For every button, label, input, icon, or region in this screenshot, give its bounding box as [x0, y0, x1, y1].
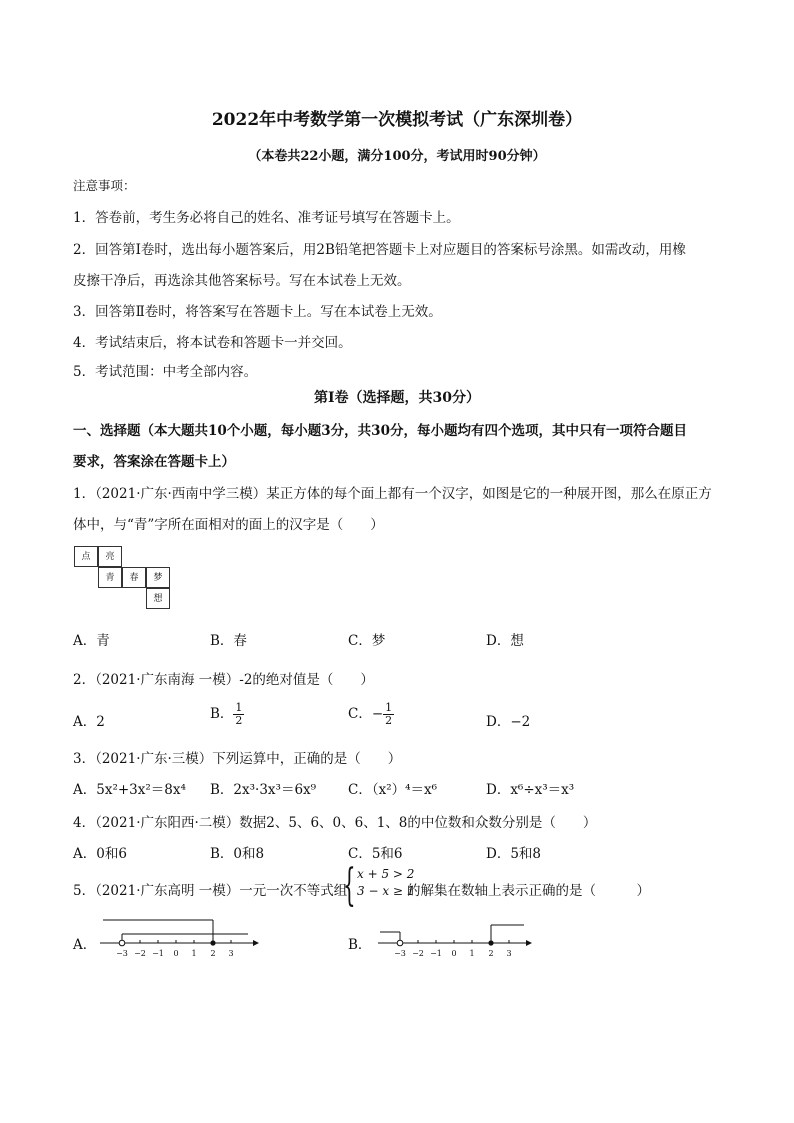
- inequality-system: [357, 866, 414, 900]
- tick-label: −1: [152, 949, 164, 958]
- option-c[interactable]: C．（x²）⁴＝x⁶: [348, 782, 438, 798]
- notice-item: 3．回答第Ⅱ卷时，将答案写在答题卡上。写在本试卷上无效。: [73, 304, 442, 320]
- net-cell: 想: [146, 588, 170, 609]
- notice-item: 1．答卷前，考生务必将自己的姓名、准考证号填写在答题卡上。: [73, 210, 460, 226]
- net-cell: 亮: [98, 546, 122, 567]
- notice-item: 2．回答第Ⅰ卷时，选出每小题答案后，用2B铅笔把答题卡上对应题目的答案标号涂黑。如需改动，用橡: [73, 242, 686, 258]
- fraction: [233, 702, 244, 727]
- question-5-stem-end: 的解集在数轴上表示正确的是（ ）: [407, 883, 650, 899]
- notice-item: 5．考试范围：中考全部内容。: [73, 364, 258, 380]
- option-d[interactable]: D．想: [486, 633, 524, 649]
- net-cell: 梦: [146, 567, 170, 588]
- notice-item: 4．考试结束后，将本试卷和答题卡一并交回。: [73, 335, 352, 351]
- option-a[interactable]: A．2: [73, 714, 105, 730]
- axis-arrow: [526, 940, 532, 946]
- section-instructions: 一、选择题（本大题共10个小题，每小题3分，共30分，每小题均有四个选项，其中只有一项符合题目: [73, 423, 687, 439]
- tick-label: 2: [488, 949, 494, 958]
- option-a[interactable]: A．青: [73, 633, 110, 649]
- option-d[interactable]: D．5和8: [486, 846, 542, 862]
- option-a[interactable]: A．0和6: [73, 846, 127, 862]
- option-b[interactable]: [210, 702, 244, 727]
- numerator: 1: [385, 701, 393, 714]
- notice-item: 皮擦干净后，再选涂其他答案标号。写在本试卷上无效。: [73, 273, 411, 289]
- option-b[interactable]: B．2x³·3x³＝6x⁹: [210, 782, 317, 798]
- tick-label: 3: [506, 949, 512, 958]
- inequality-2: 3 − x ≥ 1: [357, 884, 415, 898]
- number-line-b: [366, 915, 546, 961]
- net-cell: 点: [74, 546, 98, 567]
- option-c[interactable]: [348, 702, 394, 727]
- net-cell: 青: [98, 567, 122, 588]
- tick-label: −3: [394, 949, 406, 958]
- section-title: 第Ⅰ卷（选择题，共30分）: [313, 390, 481, 406]
- tick-label: −3: [116, 949, 128, 958]
- question-1-stem: 1．（2021·广东·西南中学三模）某正方体的每个面上都有一个汉字，如图是它的一种展开图，那么在原正方: [73, 486, 712, 502]
- option-a[interactable]: A．: [73, 937, 97, 953]
- question-3-stem: 3．（2021·广东·三模）下列运算中，正确的是（ ）: [73, 751, 402, 767]
- option-b-label: B．: [210, 706, 234, 722]
- open-dot: [397, 940, 403, 946]
- notice-heading: 注意事项：: [73, 178, 136, 193]
- option-b[interactable]: B．春: [210, 633, 247, 649]
- open-dot: [119, 940, 125, 946]
- option-c-label: C．−: [348, 706, 384, 722]
- tick-label: 3: [228, 949, 234, 958]
- section-instructions: 要求，答案涂在答题卡上）: [73, 454, 235, 470]
- tick-label: −2: [412, 949, 424, 958]
- tick-label: 0: [451, 949, 457, 958]
- fraction: [383, 702, 394, 727]
- option-c[interactable]: C．梦: [348, 633, 386, 649]
- option-b[interactable]: B．: [348, 937, 372, 953]
- axis-arrow: [253, 940, 259, 946]
- question-4-stem: 4．（2021·广东阳西·二模）数据2、5、6、0、6、1、8的中位数和众数分别是（ ）: [73, 815, 597, 831]
- numerator: 1: [235, 701, 243, 714]
- tick-label: 0: [173, 949, 179, 958]
- tick-label: −2: [134, 949, 146, 958]
- option-c[interactable]: C．5和6: [348, 846, 403, 862]
- denominator: 2: [385, 714, 393, 727]
- closed-dot: [488, 940, 493, 945]
- option-b[interactable]: B．0和8: [210, 846, 265, 862]
- tick-label: 2: [210, 949, 216, 958]
- tick-label: −1: [430, 949, 442, 958]
- inequality-1: x + 5 > 2: [357, 867, 415, 881]
- question-1-stem: 体中，与“青”字所在面相对的面上的汉字是（ ）: [73, 517, 384, 533]
- brace-symbol: {: [343, 860, 356, 911]
- page-title: 2022年中考数学第一次模拟考试（广东深圳卷）: [211, 110, 583, 130]
- option-a[interactable]: A．5x²+3x²＝8x⁴: [73, 782, 186, 798]
- tick-label: 1: [469, 949, 475, 958]
- tick-label: 1: [191, 949, 197, 958]
- net-cell: 春: [122, 567, 146, 588]
- number-line-a: [88, 915, 268, 961]
- option-d[interactable]: D．−2: [486, 714, 531, 730]
- question-2-stem: 2．（2021·广东南海 一模）-2的绝对值是（ ）: [73, 672, 374, 688]
- page-subtitle: （本卷共22小题，满分100分，考试用时90分钟）: [248, 149, 546, 164]
- option-d[interactable]: D．x⁶÷x³＝x³: [486, 782, 575, 798]
- closed-dot: [210, 940, 215, 945]
- question-5-stem: 5．（2021·广东高明 一模）一元一次不等式组: [73, 883, 348, 899]
- denominator: 2: [235, 714, 243, 727]
